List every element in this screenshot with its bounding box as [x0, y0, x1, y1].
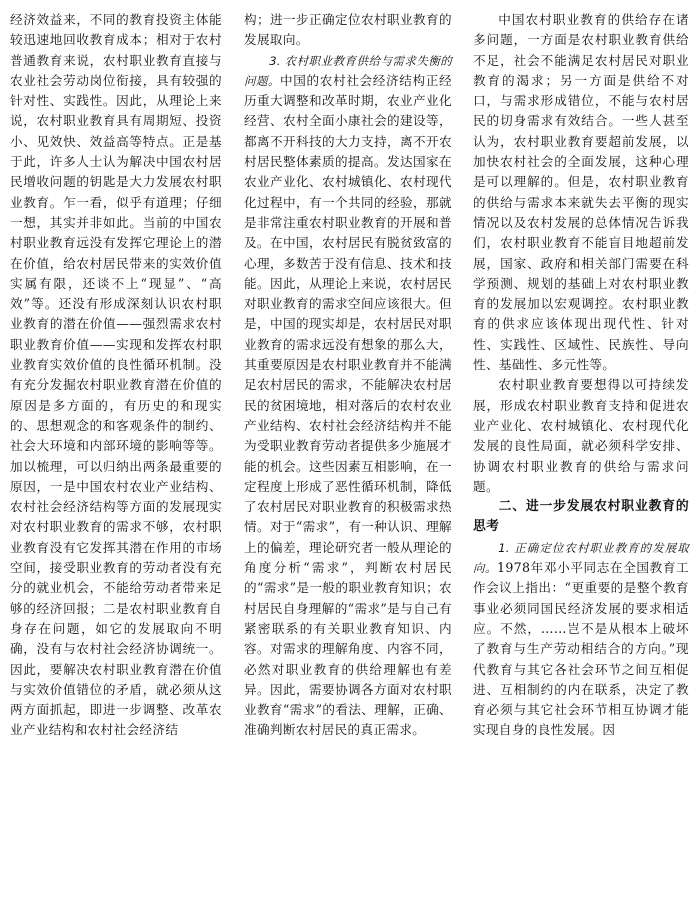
- subsection-3-paragraph: [244, 51, 452, 741]
- subsection-1-body: 1978年邓小平同志在全国教育工作会议上指出：“更重要的是整个教育事业必须同国民经济发展的要求相适应。不然，……岂不是从根本上破坏了教育与生产劳动相结合的方向。”现代教育与其它各社会环节之间互相促进、互相制约的内在联系，决定了教育必须与其它社会环节相互协调才能实现自身的良性发展。因: [473, 560, 689, 738]
- subsection-3-body: 中国的农村社会经济结构正经历重大调整和改革时期，农业产业化经营、农村全面小康社会的建设等，都离不开科技的大力支持，离不开农村居民整体素质的提高。发达国家在农业产业化、农村城镇化、农村现代化过程中，有一个共同的经验，那就是非常注重农村职业教育的开展和普及。在中国，农村居民有脱贫致富的心理，多数苦于没有信息、技术和技能。因此，从理论上来说，农村居民对职业教育的需求空间应该很大。但是，中国的现实却是，农村居民对职业教育的需求远没有想象的那么大，其重要原因是农村职业教育并不能满足农村居民的需求，不能解决农村居民的贫困境地，相对落后的农村农业产业结构、农村社会经济结构并不能为受职业教育劳动者提供多少施展才能的机会。这些因素互相影响，在一定程度上形成了恶性循环机制，降低了农村居民对职业教育的积极需求热情。对于“需求”，有一种认识、理解上的偏差，理论研究者一般从理论的角度分析“需求”，判断农村居民的“需求”是一般的职业教育知识；农村居民自身理解的“需求”是与自己有紧密联系的有关职业教育知识、内容。对需求的理解角度、内容不同，必然对职业教育的供给理解也有差异。因此，需要协调各方面对农村职业教育“需求”的看法、理解，正确、准确判断农村居民的真正需求。: [244, 72, 452, 738]
- sustainable-development-paragraph: 农村职业教育要想得以可持续发展，形成农村职业教育支持和促进农业产业化、农村城镇化、农村现代化发展的良性局面，就必须科学安排、协调农村职业教育的供给与需求问题。: [473, 377, 689, 494]
- supply-problem-paragraph: 中国农村职业教育的供给存在诸多问题，一方面是农村职业教育供给不足，社会不能满足农村居民对职业教育的渴求；另一方面是供给不对口，与需求形成错位，不能与农村居民的切身需求有效结合。一些人甚至认为，农村职业教育要超前发展，以加快农村社会的全面发展，这种心理是可以理解的。但是，农村职业教育的供给与需求本来就失去平衡的现实情况以及农村发展的总体情况告诉我们，农村职业教育不能盲目地超前发展，国家、政府和相关部门需要在科学预测、规划的基础上对农村职业教育的发展加以宏观调控。农村职业教育的供求应该体现出现代性、针对性、实践性、区域性、民族性、导向性、基础性、多元性等。: [473, 12, 689, 373]
- paragraph-continued-middle: 构；进一步正确定位农村职业教育的发展取向。: [244, 12, 452, 48]
- subsection-1-heading: 1. 正确定位农村职业教育的发展取向。: [473, 540, 689, 576]
- subsection-3-heading: 3. 农村职业教育供给与需求失衡的问题。: [244, 53, 452, 88]
- text-column-left: [10, 10, 222, 741]
- text-column-middle: [244, 10, 452, 741]
- section-2-heading: 二、进一步发展农村职业教育的思考: [473, 499, 689, 535]
- paragraph-continued-left: 经济效益来，不同的教育投资主体能较迅速地回收教育成本；相对于农村普通教育来说，农村职业教育直接与农业社会劳动岗位衔接，具有较强的针对性、实践性。因此，从理论上来说，农村职业教育具有周期短、投资小、见效快、效益高等特点。正是基于此，许多人士认为解决中国农村居民增收问题的钥匙是大力发展农村职业教育。乍一看，似乎有道理；仔细一想，其实并非如此。当前的中国农村职业教育远没有发挥它理论上的潜在价值，给农村居民带来的实效价值实属有限，还谈不上“现显”、“高效”等。还没有形成深刻认识农村职业教育的潜在价值——强烈需求农村职业教育价值——实现和发挥农村职业教育实效价值的良性循环机制。没有充分发掘农村职业教育潜在价值的原因是多方面的，有历史的和现实的、思想观念的和客观条件的制约、社会大环境和内部环境的影响等等。加以梳理，可以归纳出两条最重要的原因，一是中国农村农业产业结构、农村社会经济结构等方面的发展现实对农村职业教育的需求不够，农村职业教育没有它发挥其潜在作用的市场空间，接受职业教育的劳动者没有充分的就业机会，不能给劳动者带来足够的经济回报；二是农村职业教育自身存在问题，如它的发展取向不明确，没有与农村社会经济协调统一。因此，要解决农村职业教育潜在价值与实效价值错位的矛盾，就必须从这两方面抓起，即进一步调整、改革农业产业结构和农村社会经济结: [10, 12, 222, 738]
- text-column-right: [473, 10, 689, 741]
- subsection-1-paragraph: [473, 538, 689, 741]
